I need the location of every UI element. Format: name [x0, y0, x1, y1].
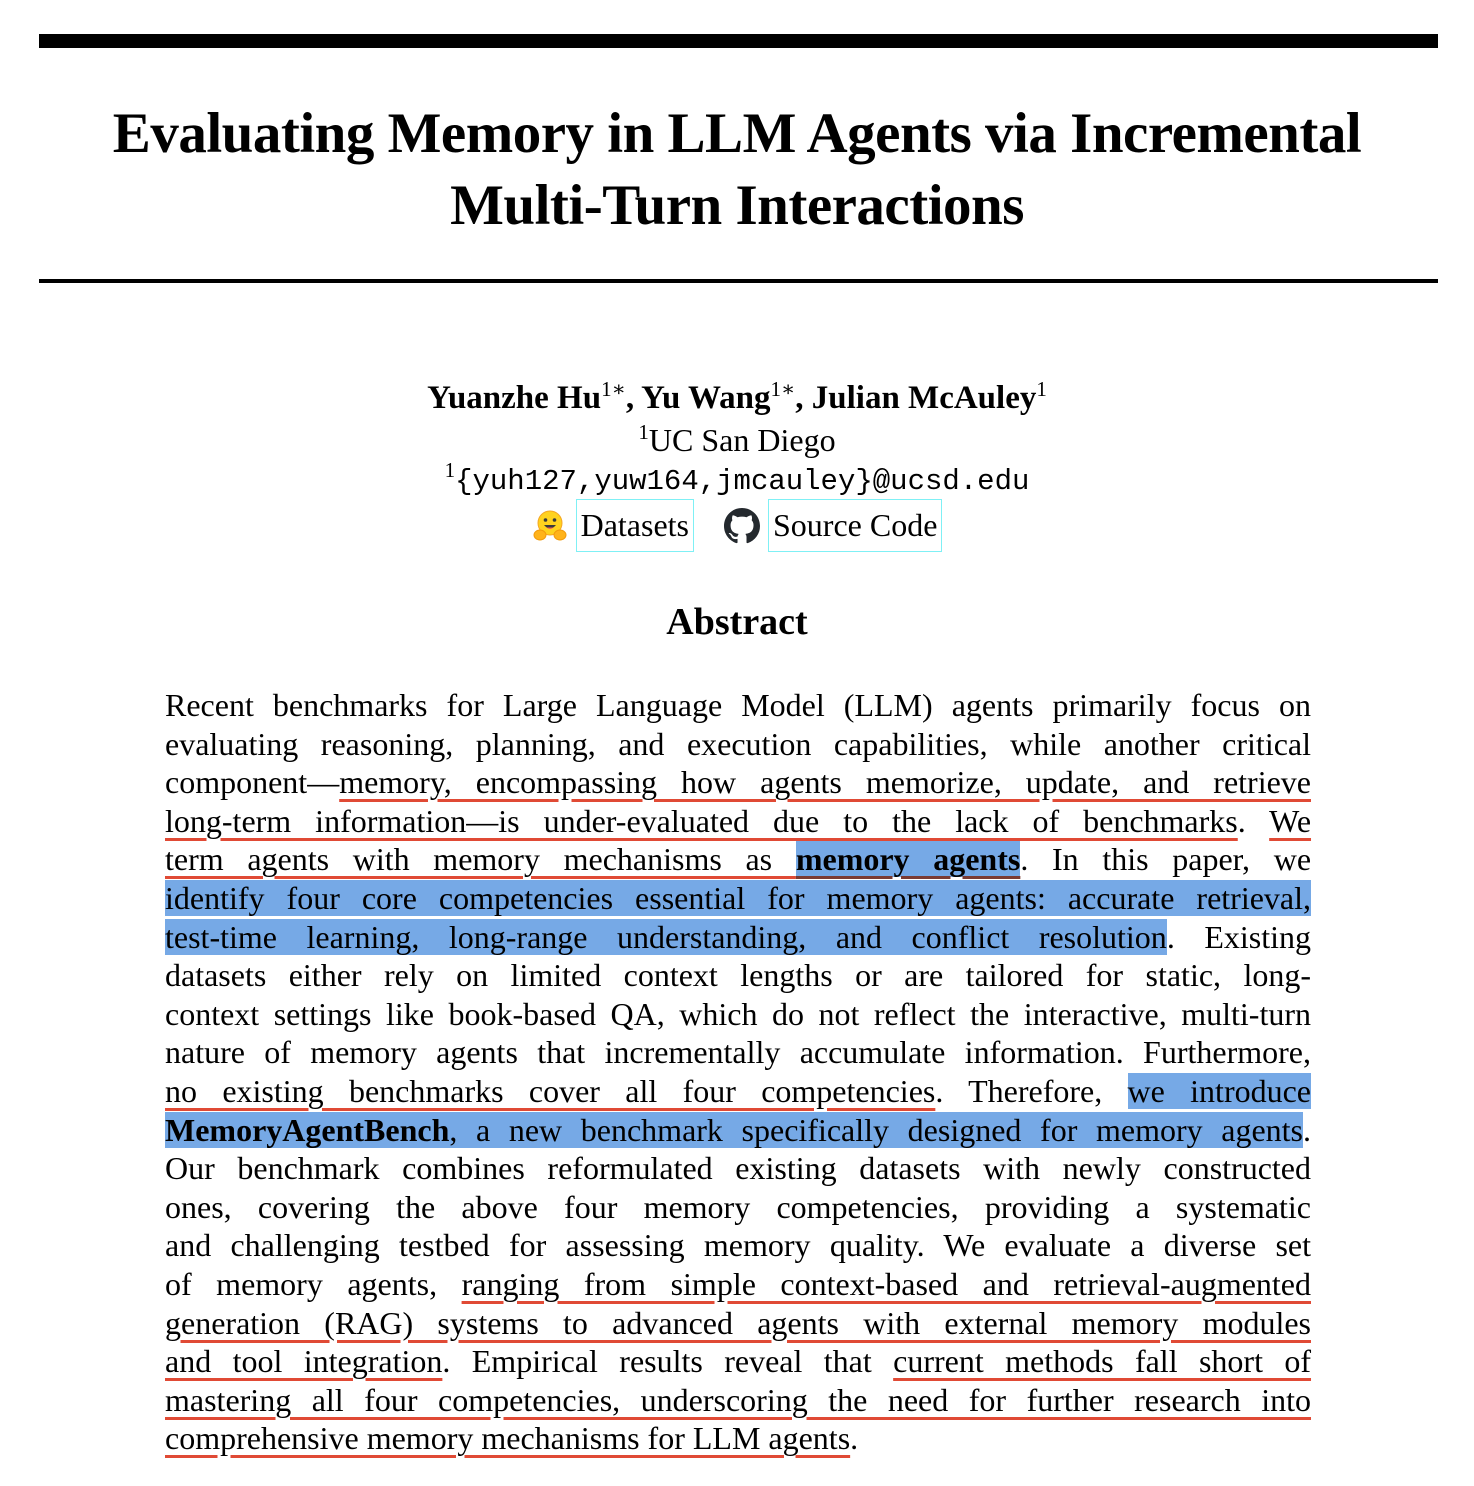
- abstract-line: [165, 918, 1311, 957]
- author-mark: 1∗: [601, 377, 626, 401]
- abstract-heading: Abstract: [666, 601, 808, 643]
- github-icon: [724, 508, 760, 544]
- author-mark: 1∗: [770, 377, 796, 401]
- text-run: nature of memory agents that incrementally accumulate information. Furthermore,: [165, 1034, 1311, 1071]
- abstract-line: [165, 1304, 1311, 1343]
- affiliation-mark: 1: [638, 420, 649, 444]
- blue-highlighted-text: test-time learning, long-range understanding, and conflict resolution: [165, 918, 1167, 955]
- title-line-1: Evaluating Memory in LLM Agents via Incremental: [112, 102, 1362, 165]
- benchmark-name: MemoryAgentBench: [165, 1111, 450, 1148]
- blue-highlighted-text: identify four core competencies essential for memory agents: accurate retrieval,: [165, 879, 1311, 916]
- source-code-link[interactable]: Source Code: [768, 499, 942, 552]
- red-underlined-text: current methods fall short of: [893, 1343, 1312, 1380]
- abstract-body: [165, 686, 1311, 1458]
- text-run: Recent benchmarks for Large Language Model (LLM) agents primarily focus on: [165, 687, 1311, 723]
- text-run: ones, covering the above four memory competencies, providing a systematic: [165, 1188, 1311, 1225]
- red-underlined-text: mastering all four competencies, underscoring the need for further research into: [165, 1381, 1311, 1418]
- hugging-face-icon: [532, 508, 568, 544]
- abstract-line: [165, 1419, 1311, 1458]
- abstract-line: [165, 1072, 1311, 1111]
- red-underlined-text: and tool integration: [165, 1343, 443, 1380]
- author-name: Yuanzhe Hu: [427, 380, 602, 416]
- red-underlined-text: term agents with memory mechanisms as: [165, 841, 796, 878]
- blue-highlighted-text: , a new benchmark specifically designed for memory agents: [449, 1111, 1303, 1148]
- abstract-line: [165, 1111, 1311, 1150]
- email-text: {yuh127,yuw164,jmcauley}@ucsd.edu: [455, 465, 1030, 498]
- abstract-line: [165, 1265, 1311, 1304]
- red-underlined-text: ranging from simple context-based and retrieval-augmented: [461, 1265, 1311, 1302]
- red-underlined-text: memory, encompassing how agents memorize, update, and retrieve: [339, 764, 1311, 801]
- text-run: .: [850, 1420, 859, 1457]
- abstract-line: [165, 1381, 1311, 1420]
- abstract-line: [165, 995, 1311, 1034]
- text-run: datasets either rely on limited context lengths or are tailored for static, long-: [165, 957, 1311, 994]
- title-top-rule: [39, 34, 1438, 48]
- abstract-line: [165, 1342, 1311, 1381]
- abstract-line: [165, 1188, 1311, 1227]
- blue-highlighted-text: we introduce: [1127, 1072, 1312, 1109]
- text-run: evaluating reasoning, planning, and execution capabilities, while another critical: [165, 725, 1311, 762]
- author-list: [0, 376, 1474, 420]
- affiliation-name: UC San Diego: [648, 422, 836, 458]
- affiliation: [0, 418, 1474, 462]
- datasets-link[interactable]: Datasets: [576, 499, 694, 552]
- author-emails: [0, 460, 1474, 504]
- abstract-line: [165, 956, 1311, 995]
- red-underlined-text: comprehensive memory mechanisms for LLM agents: [165, 1420, 851, 1457]
- abstract-line: [165, 686, 1311, 725]
- author-name: Yu Wang: [641, 380, 771, 416]
- text-run: Our benchmark combines reformulated existing datasets with newly constructed: [165, 1150, 1311, 1187]
- abstract-line: [165, 1149, 1311, 1188]
- title-line-2: Multi-Turn Interactions: [450, 174, 1024, 237]
- resource-links: [0, 499, 1474, 552]
- author-name: Julian McAuley: [811, 380, 1037, 416]
- highlighted-term-memory-agents: memory agents: [795, 841, 1021, 878]
- author-separator: ,: [625, 380, 642, 416]
- text-run: .: [1303, 1111, 1311, 1148]
- text-run: . Empirical results reveal that: [442, 1343, 894, 1380]
- abstract-line: [165, 1226, 1311, 1265]
- abstract-line: [165, 802, 1311, 841]
- abstract-line: [165, 1033, 1311, 1072]
- text-run: .: [1237, 802, 1270, 839]
- abstract-line: [165, 725, 1311, 764]
- abstract-line: [165, 840, 1311, 879]
- text-run: . Therefore,: [935, 1072, 1128, 1109]
- text-run: . In this paper, we: [1020, 841, 1312, 878]
- author-mark: 1: [1036, 377, 1047, 401]
- text-run: and challenging testbed for assessing memory quality. We evaluate a diverse set: [165, 1227, 1311, 1264]
- abstract-line: [165, 763, 1311, 802]
- email-mark: 1: [444, 458, 456, 482]
- red-underlined-text: generation (RAG) systems to advanced agents with external memory modules: [165, 1304, 1311, 1341]
- author-separator: ,: [795, 380, 812, 416]
- red-underlined-text: no existing benchmarks cover all four competencies: [165, 1072, 936, 1109]
- red-underlined-text: long-term information—is under-evaluated due to the lack of benchmarks: [165, 802, 1238, 839]
- title-bottom-rule: [39, 279, 1438, 283]
- text-run: of memory agents,: [165, 1265, 462, 1302]
- abstract-line: [165, 879, 1311, 918]
- text-run: context settings like book-based QA, which do not reflect the interactive, multi-turn: [165, 995, 1311, 1032]
- red-underlined-text: We: [1269, 802, 1312, 839]
- paper-title: [0, 98, 1474, 242]
- text-run: component—: [165, 764, 340, 801]
- text-run: . Existing: [1166, 918, 1312, 955]
